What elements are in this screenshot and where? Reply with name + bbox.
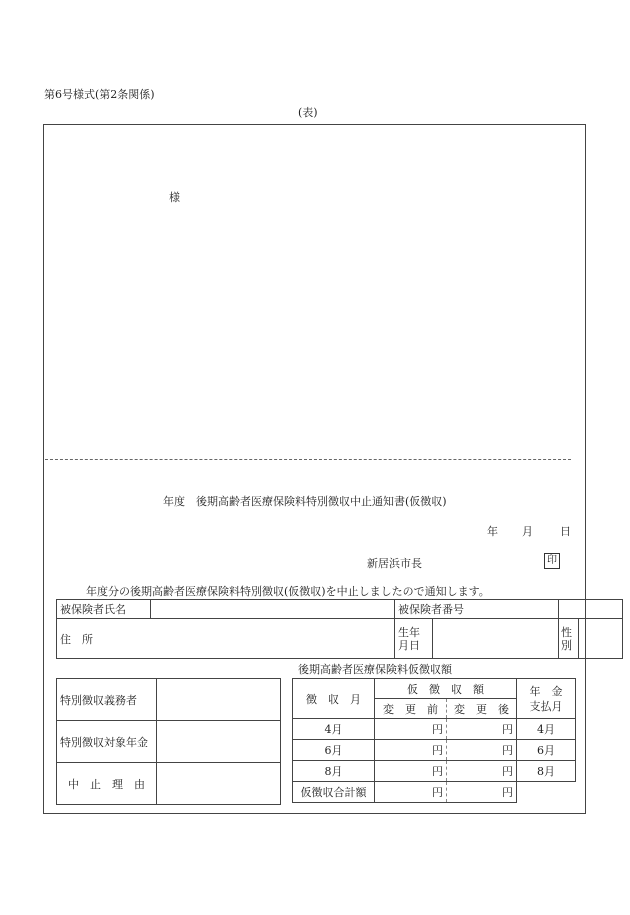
row-1-month: 4月 [293, 719, 375, 740]
insured-number-label: 被保険者番号 [395, 600, 559, 619]
reason-value[interactable] [157, 763, 281, 805]
date-year: 年 [487, 525, 498, 538]
birth-label [395, 619, 433, 659]
row-1-before[interactable]: 円 [375, 719, 447, 740]
sex-label-2: 別 [561, 638, 572, 652]
insured-table [56, 599, 623, 659]
row-2-before[interactable]: 円 [375, 740, 447, 761]
birth-label-2: 月日 [398, 638, 420, 652]
address-value[interactable] [97, 619, 395, 659]
sex-label [559, 619, 579, 659]
cut-line [45, 459, 571, 460]
obligor-value[interactable] [157, 679, 281, 721]
reason-label: 中 止 理 由 [57, 763, 157, 805]
pension-label: 特別徴収対象年金 [57, 721, 157, 763]
side-label: (表) [298, 106, 318, 119]
date-day: 日 [560, 525, 571, 538]
seal-mark [544, 553, 560, 569]
pension-value[interactable] [157, 721, 281, 763]
date-month: 月 [522, 525, 533, 538]
total-after[interactable]: 円 [447, 782, 517, 803]
addressee-suffix: 様 [169, 191, 180, 204]
amount-caption: 後期高齢者医療保険料仮徴収額 [298, 663, 452, 676]
row-3-pay-month: 8月 [517, 761, 576, 782]
row-1-after[interactable]: 円 [447, 719, 517, 740]
row-3-before[interactable]: 円 [375, 761, 447, 782]
pension-month-header-2: 支払月 [529, 699, 563, 713]
seal-icon: 印 [544, 553, 560, 569]
form-number: 第6号様式(第2条関係) [44, 88, 155, 101]
insured-name-label: 被保険者氏名 [57, 600, 151, 619]
insured-number-value[interactable] [559, 600, 623, 619]
issuer-name: 新居浜市長 [367, 557, 422, 570]
insured-name-value[interactable] [151, 600, 395, 619]
notice-text: 年度分の後期高齢者医療保険料特別徴収(仮徴収)を中止しましたので通知します。 [86, 585, 490, 598]
month-header: 徴 収 月 [293, 679, 375, 719]
pension-month-header [517, 679, 576, 719]
sex-label-1: 性 [561, 625, 572, 639]
row-1-pay-month: 4月 [517, 719, 576, 740]
notice-title: 年度 後期高齢者医療保険料特別徴収中止通知書(仮徴収) [163, 495, 447, 508]
pension-month-header-1: 年 金 [529, 684, 563, 698]
row-2-month: 6月 [293, 740, 375, 761]
row-2-after[interactable]: 円 [447, 740, 517, 761]
amount-header: 仮 徴 収 額 [375, 679, 517, 699]
obligor-label: 特別徴収義務者 [57, 679, 157, 721]
after-header: 変 更 後 [447, 699, 517, 719]
address-label: 住 所 [57, 619, 97, 659]
collection-info-table [56, 678, 281, 805]
birth-value[interactable] [433, 619, 559, 659]
total-empty [517, 782, 576, 803]
sex-value[interactable] [579, 619, 623, 659]
row-2-pay-month: 6月 [517, 740, 576, 761]
row-3-after[interactable]: 円 [447, 761, 517, 782]
before-header: 変 更 前 [375, 699, 447, 719]
total-label: 仮徴収合計額 [293, 782, 375, 803]
row-3-month: 8月 [293, 761, 375, 782]
birth-label-1: 生年 [398, 625, 420, 639]
amount-table [292, 678, 576, 803]
total-before[interactable]: 円 [375, 782, 447, 803]
